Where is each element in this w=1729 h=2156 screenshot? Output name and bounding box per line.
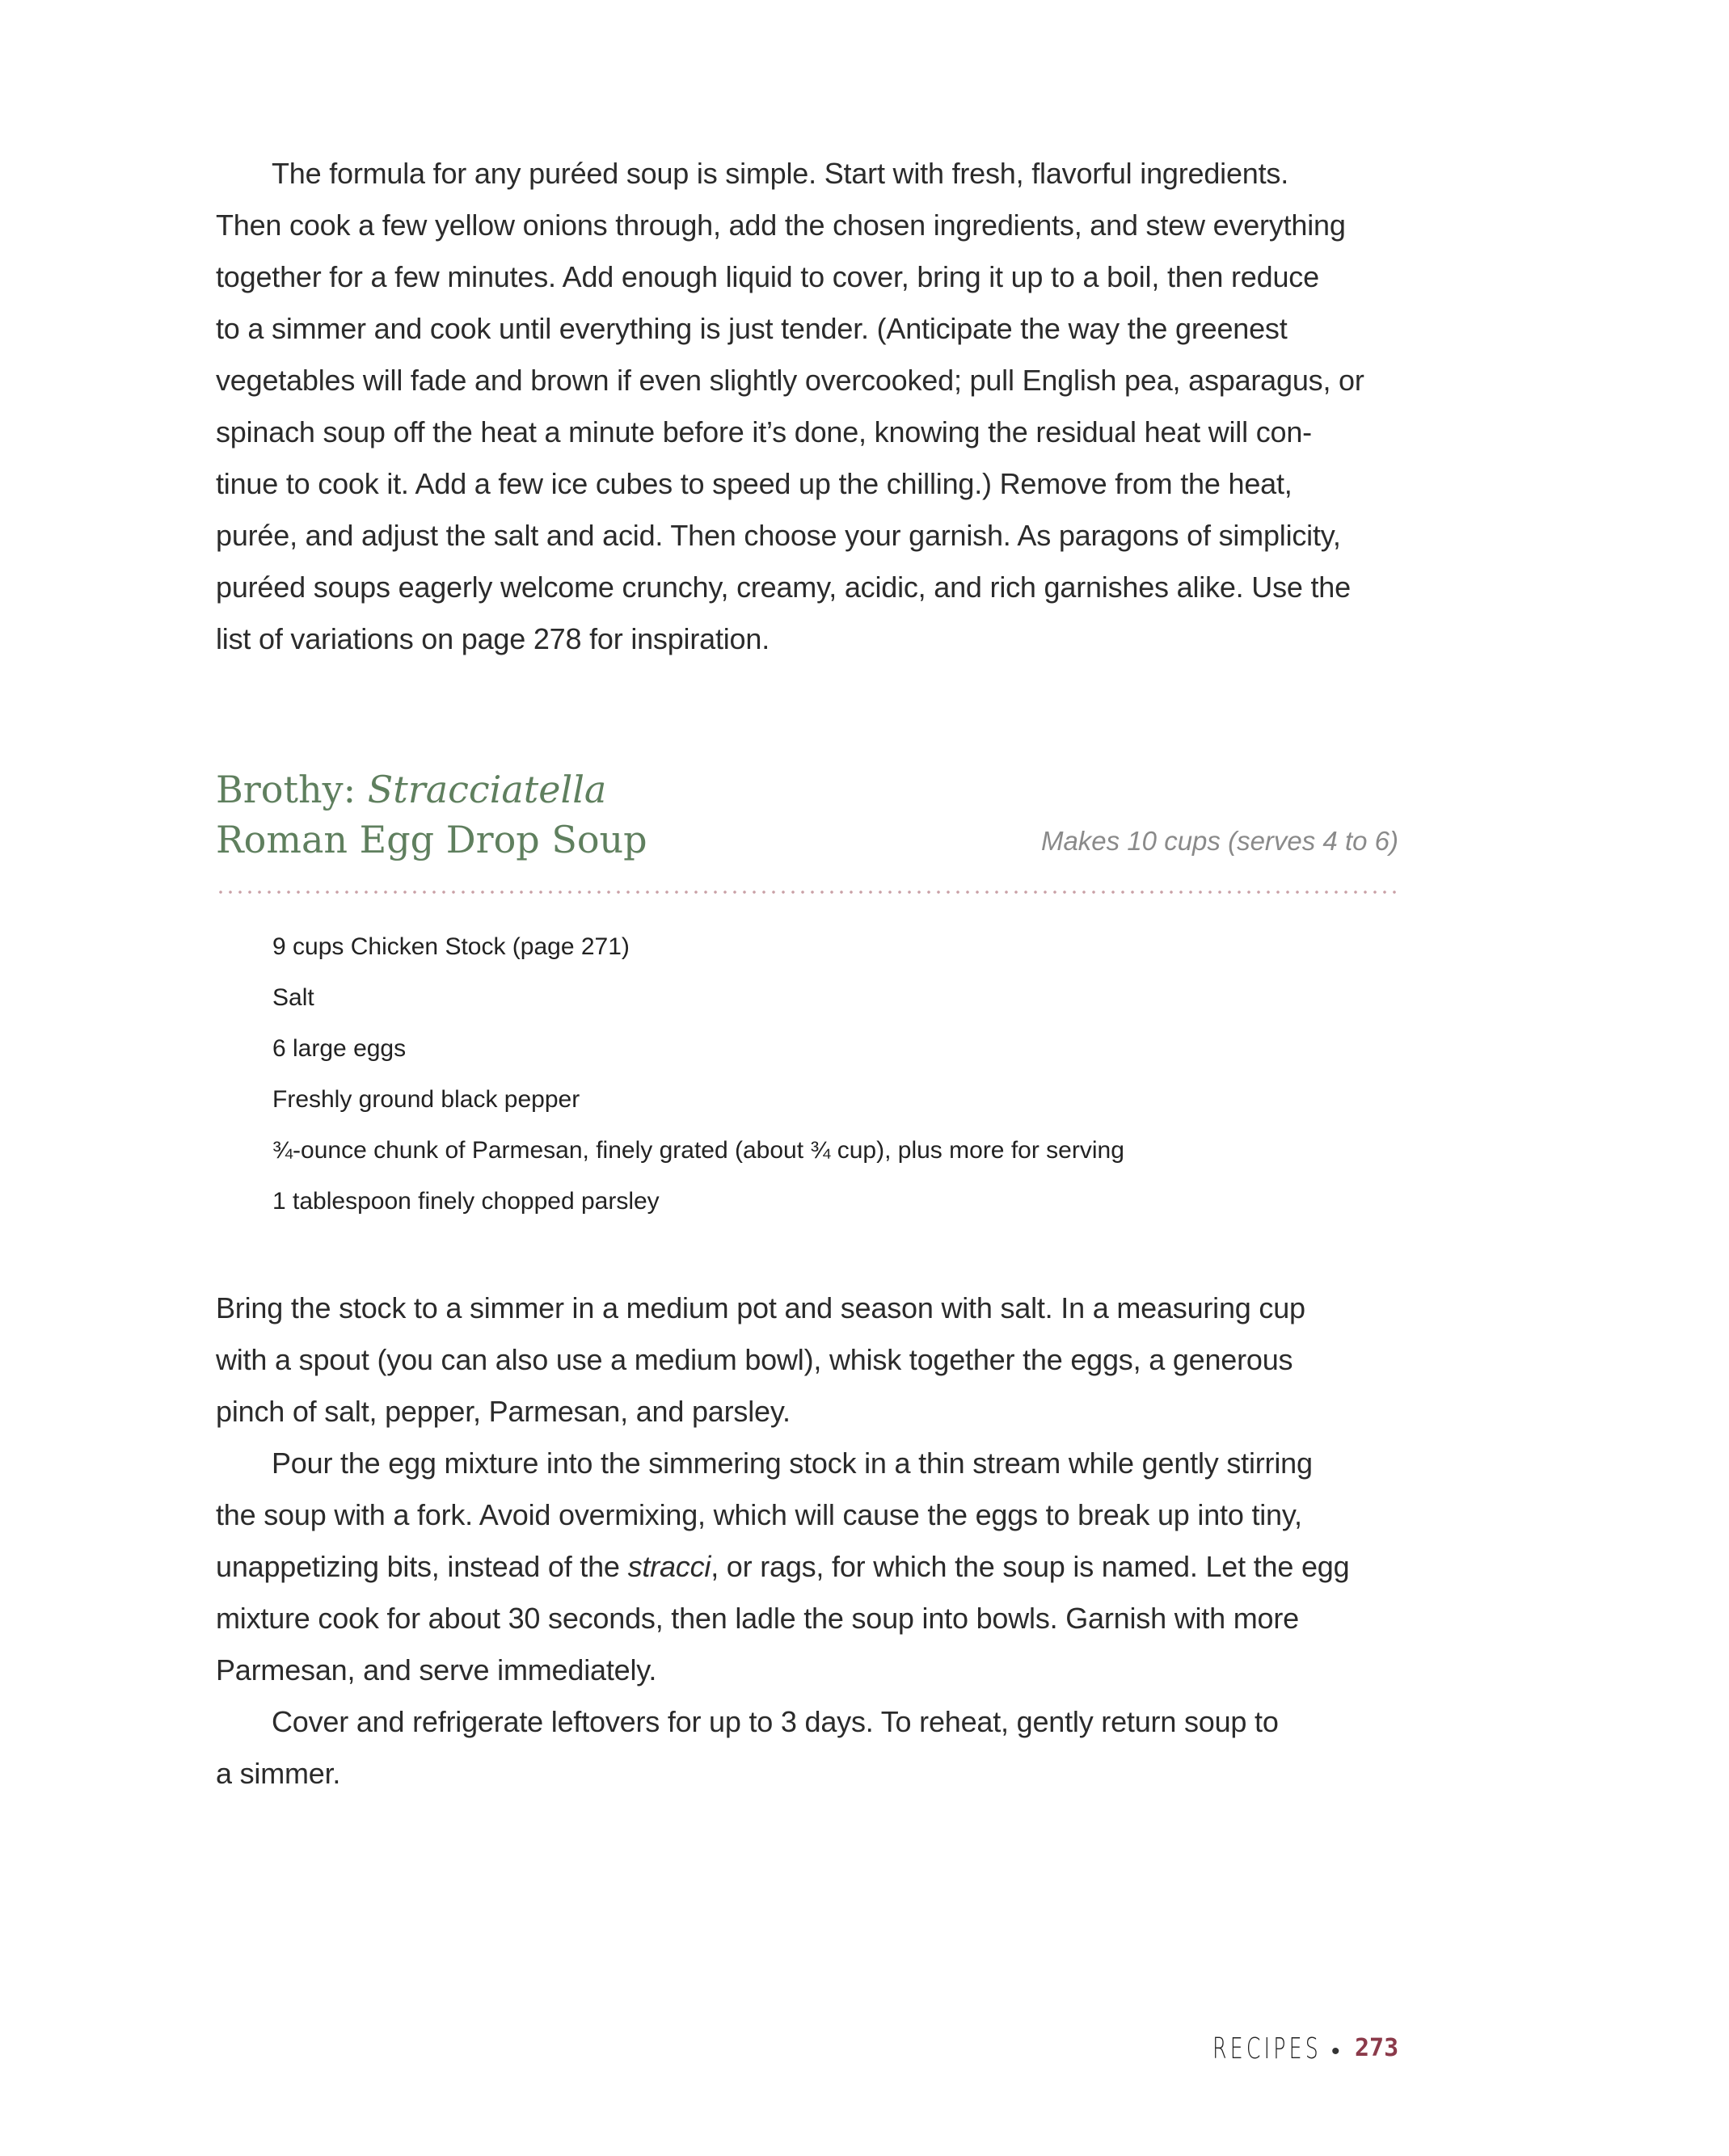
title-prefix: Brothy: — [216, 768, 368, 811]
method-line: unappetizing bits, instead of the stracci, or rags, for which the soup is named. Let the egg — [216, 1550, 1350, 1583]
intro-line: together for a few minutes. Add enough liquid to cover, bring it up to a boil, then reduce — [216, 260, 1319, 293]
recipe-yield: Makes 10 cups (serves 4 to 6) — [1040, 826, 1398, 856]
method-line: the soup with a fork. Avoid overmixing, which will cause the eggs to break up into tiny, — [216, 1498, 1302, 1531]
dotted-divider — [216, 889, 1398, 895]
intro-line: The formula for any puréed soup is simple. Start with fresh, flavorful ingredients. — [272, 157, 1288, 190]
intro-line: Then cook a few yellow onions through, add the chosen ingredients, and stew everything — [216, 208, 1346, 242]
footer-section-label: RECIPES — [1212, 2032, 1322, 2065]
intro-line: tinue to cook it. Add a few ice cubes to speed up the chilling.) Remove from the heat, — [216, 467, 1293, 500]
intro-line: vegetables will fade and brown if even slightly overcooked; pull English pea, asparagus, or — [216, 364, 1364, 397]
ingredient-item: 9 cups Chicken Stock (page 271) — [272, 933, 630, 960]
method-line: Bring the stock to a simmer in a medium pot and season with salt. In a measuring cup — [216, 1291, 1305, 1324]
method-line: Cover and refrigerate leftovers for up to 3 days. To reheat, gently return soup to — [272, 1705, 1279, 1738]
intro-line: spinach soup off the heat a minute before it’s done, knowing the residual heat will con- — [216, 415, 1312, 448]
intro-line: to a simmer and cook until everything is just tender. (Anticipate the way the greenest — [216, 312, 1288, 345]
recipe-title-line2: Roman Egg Drop Soup — [216, 818, 647, 861]
recipe-title-line1 — [216, 768, 606, 811]
footer-separator: • — [1331, 2038, 1340, 2065]
ingredient-item: Salt — [272, 984, 314, 1011]
method-line: pinch of salt, pepper, Parmesan, and parsley. — [216, 1395, 791, 1428]
intro-line: list of variations on page 278 for inspiration. — [216, 622, 770, 655]
intro-line: puréed soups eagerly welcome crunchy, creamy, acidic, and rich garnishes alike. Use the — [216, 571, 1351, 604]
title-italic: Stracciatella — [367, 768, 607, 811]
ingredient-item: 1 tablespoon finely chopped parsley — [272, 1188, 660, 1215]
page-number: 273 — [1355, 2034, 1399, 2062]
method-line: Pour the egg mixture into the simmering stock in a thin stream while gently stirring — [272, 1446, 1313, 1480]
intro-line: purée, and adjust the salt and acid. Then choose your garnish. As paragons of simplicity, — [216, 519, 1341, 552]
method-line: Parmesan, and serve immediately. — [216, 1653, 657, 1686]
method-line: mixture cook for about 30 seconds, then ladle the soup into bowls. Garnish with more — [216, 1602, 1299, 1635]
ingredient-item: ¾-ounce chunk of Parmesan, finely grated (about ¾ cup), plus more for serving — [272, 1137, 1124, 1164]
method-line: with a spout (you can also use a medium bowl), whisk together the eggs, a generous — [216, 1343, 1293, 1376]
ingredient-item: 6 large eggs — [272, 1035, 407, 1062]
method-line: a simmer. — [216, 1757, 341, 1790]
ingredient-item: Freshly ground black pepper — [272, 1086, 580, 1113]
